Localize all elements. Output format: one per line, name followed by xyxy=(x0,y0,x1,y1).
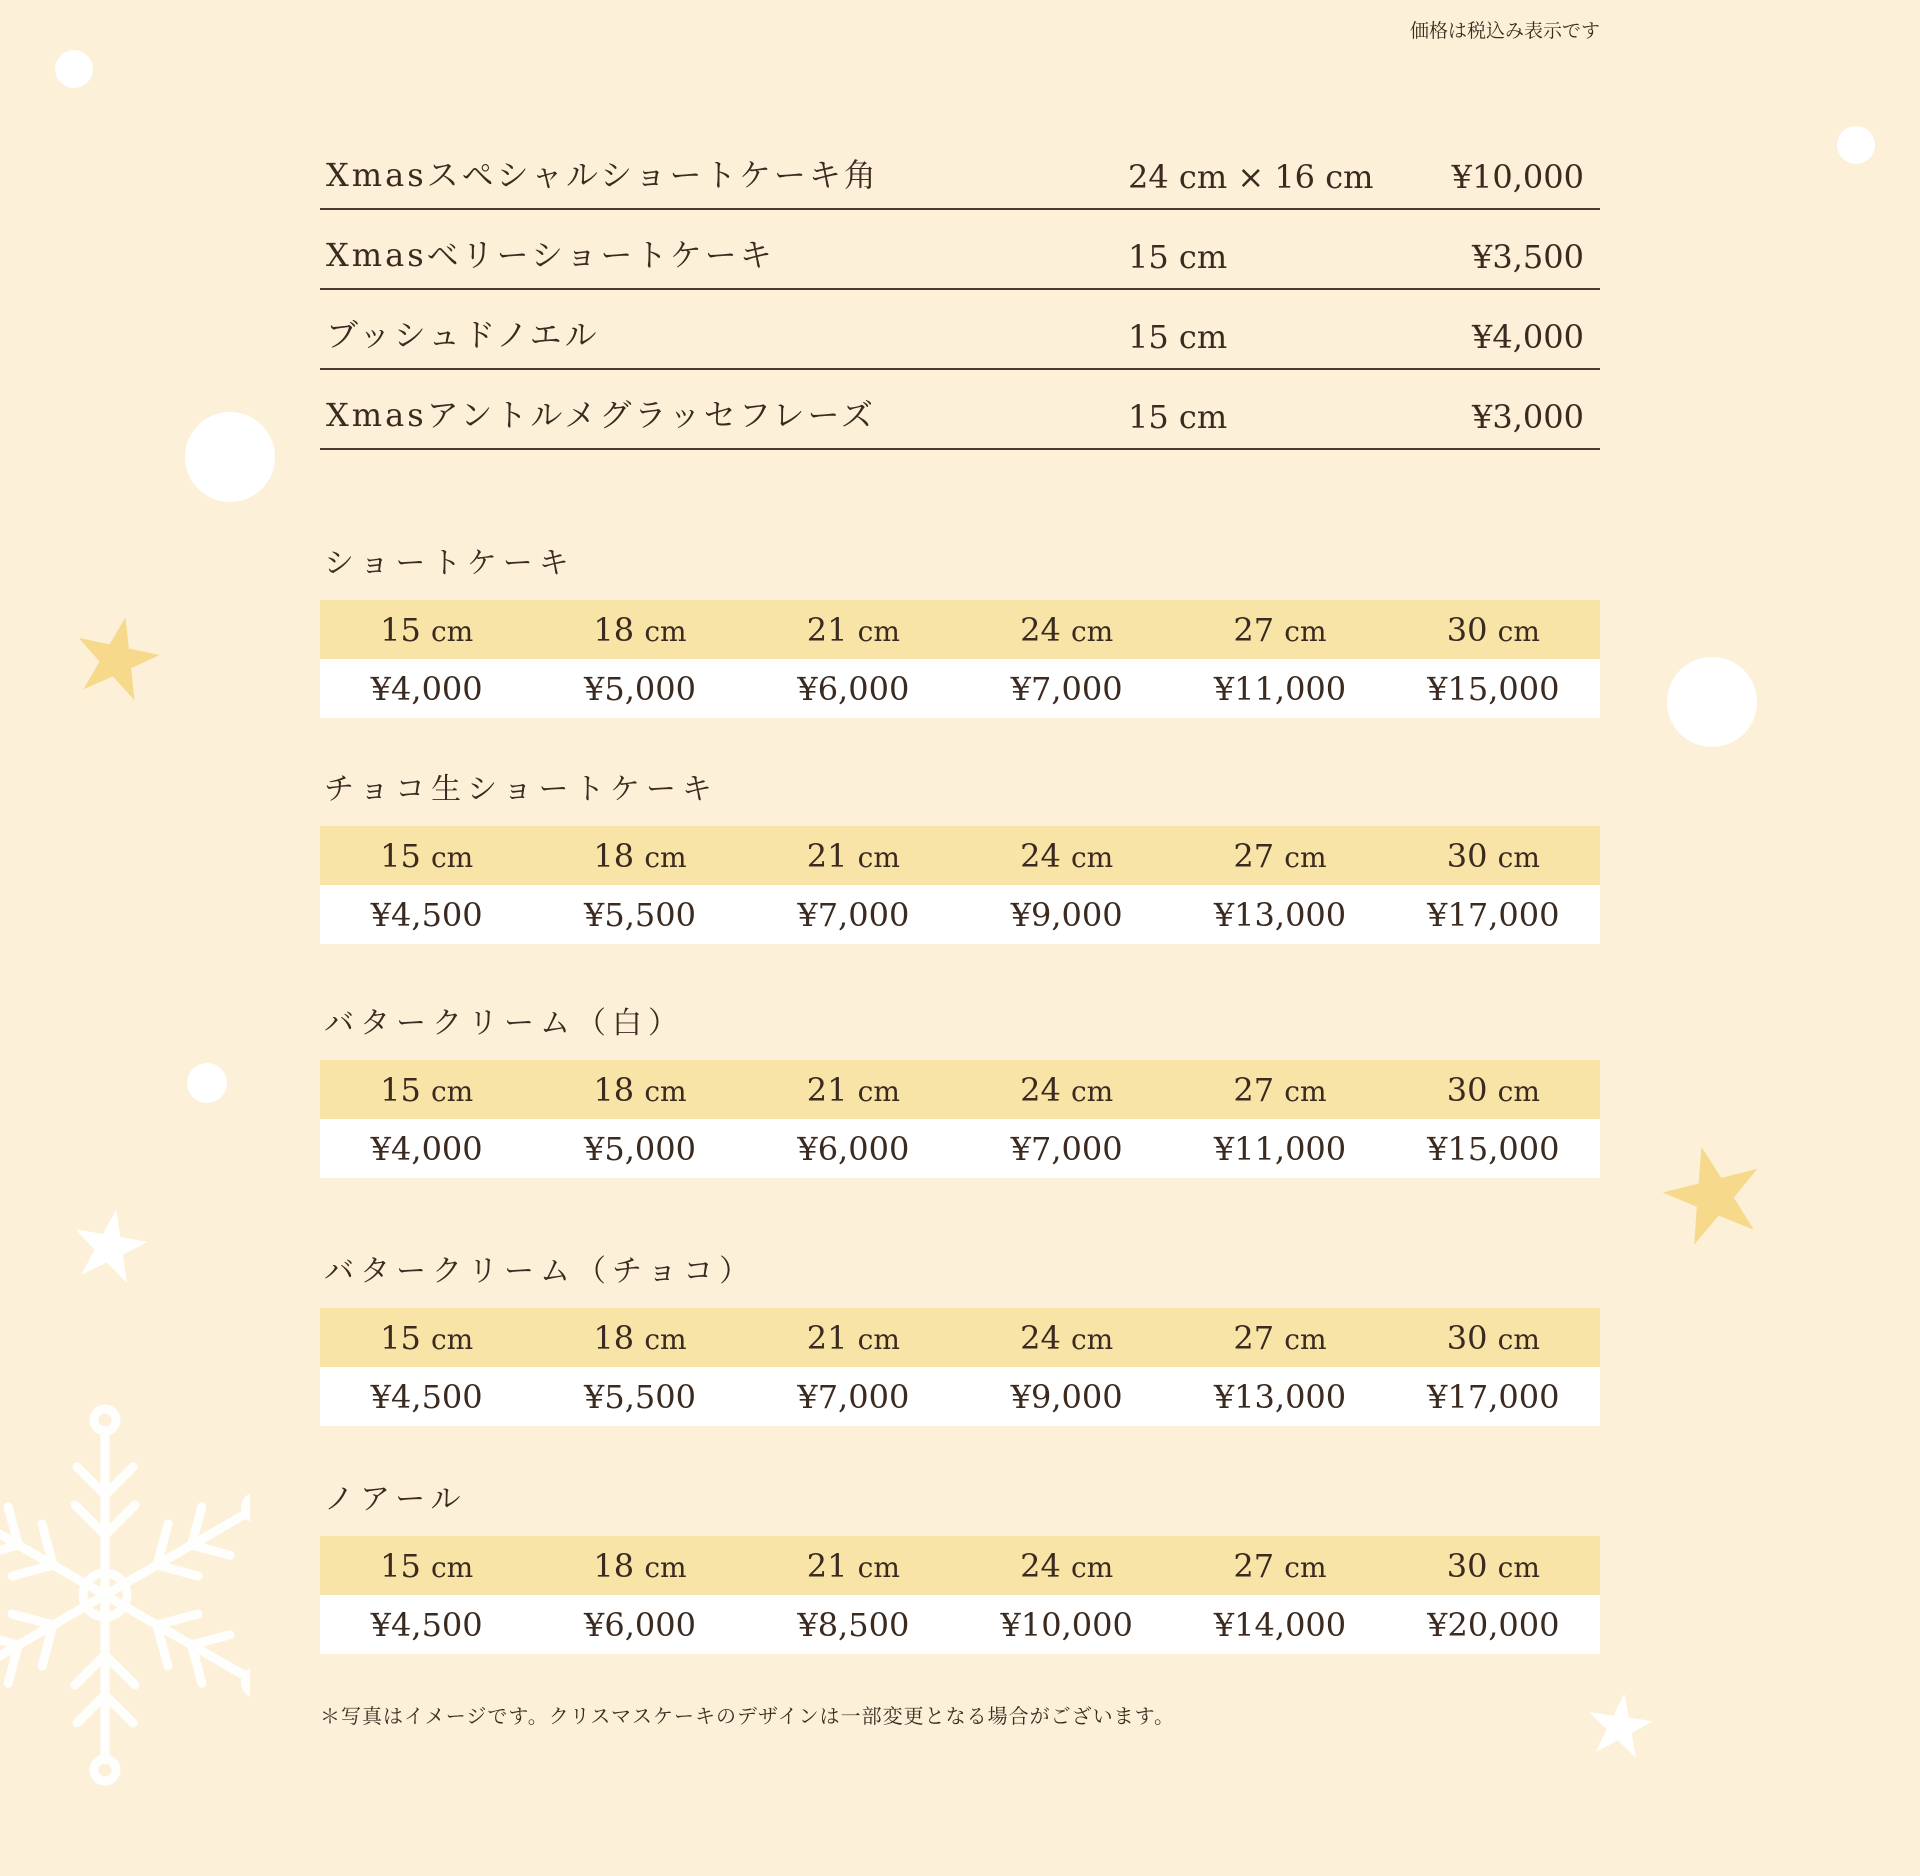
size-cell xyxy=(960,600,1173,659)
size-value: 15 xyxy=(380,836,431,875)
size-value: 15 xyxy=(380,1070,431,1109)
size-value: 18 xyxy=(593,610,645,649)
size-unit: cm xyxy=(430,840,474,874)
item-price: ¥3,500 xyxy=(1472,238,1584,276)
size-value: 24 xyxy=(1020,1318,1071,1357)
item-size: 15 cm xyxy=(1128,318,1228,356)
size-cell xyxy=(960,1536,1173,1595)
price-cell: ¥6,000 xyxy=(747,659,960,718)
size-row xyxy=(320,1308,1600,1367)
size-unit: cm xyxy=(1497,840,1540,874)
price-row xyxy=(320,1119,1600,1178)
cake-title: ショートケーキ xyxy=(324,546,575,581)
item-name: Xmasベリーショートケーキ xyxy=(326,236,775,274)
size-cell xyxy=(320,826,533,885)
size-cell xyxy=(320,1308,533,1367)
size-unit: cm xyxy=(430,1550,474,1584)
price-row xyxy=(320,1595,1600,1654)
size-unit: cm xyxy=(857,614,900,648)
snow-dot-decoration xyxy=(55,50,93,88)
size-value: 24 xyxy=(1020,1546,1071,1585)
size-cell xyxy=(533,600,746,659)
size-unit: cm xyxy=(1284,1550,1327,1584)
price-cell: ¥11,000 xyxy=(1173,1119,1386,1178)
item-size: 15 cm xyxy=(1128,238,1228,276)
cake-section xyxy=(320,1474,1600,1654)
size-value: 27 xyxy=(1233,610,1285,649)
size-unit: cm xyxy=(1284,840,1327,874)
price-cell: ¥17,000 xyxy=(1387,885,1600,944)
size-cell xyxy=(960,826,1173,885)
size-cell xyxy=(1387,1308,1600,1367)
size-cell xyxy=(747,1060,960,1119)
price-row xyxy=(320,659,1600,718)
size-unit: cm xyxy=(644,614,687,648)
size-cell xyxy=(533,1308,746,1367)
gold-star-icon xyxy=(1660,1140,1766,1246)
size-value: 18 xyxy=(593,1070,645,1109)
size-value: 21 xyxy=(806,836,858,875)
snow-dot-decoration xyxy=(1837,126,1875,164)
size-unit: cm xyxy=(1497,1322,1540,1356)
size-cell xyxy=(1387,600,1600,659)
snowflake-icon xyxy=(0,1400,250,1790)
price-cell: ¥4,500 xyxy=(320,1367,533,1426)
price-cell: ¥7,000 xyxy=(960,659,1173,718)
special-item-row xyxy=(320,290,1600,370)
size-cell xyxy=(1173,826,1386,885)
price-cell: ¥8,500 xyxy=(747,1595,960,1654)
price-cell: ¥9,000 xyxy=(960,1367,1173,1426)
price-cell: ¥5,000 xyxy=(533,659,746,718)
size-cell xyxy=(320,600,533,659)
price-cell: ¥13,000 xyxy=(1173,885,1386,944)
size-unit: cm xyxy=(430,1322,474,1356)
size-unit: cm xyxy=(1284,614,1327,648)
price-cell: ¥4,000 xyxy=(320,659,533,718)
cake-section xyxy=(320,764,1600,944)
size-cell xyxy=(533,1536,746,1595)
size-value: 15 xyxy=(380,610,431,649)
special-item-row xyxy=(320,210,1600,290)
item-name: ブッシュドノエル xyxy=(326,316,600,354)
size-unit: cm xyxy=(1070,1322,1114,1356)
cake-section xyxy=(320,998,1600,1178)
price-cell: ¥11,000 xyxy=(1173,659,1386,718)
size-unit: cm xyxy=(857,1074,900,1108)
size-unit: cm xyxy=(857,1550,900,1584)
size-cell xyxy=(747,826,960,885)
snow-dot-decoration xyxy=(1667,657,1757,747)
price-cell: ¥20,000 xyxy=(1387,1595,1600,1654)
size-unit: cm xyxy=(1497,1074,1540,1108)
price-cell: ¥4,000 xyxy=(320,1119,533,1178)
size-unit: cm xyxy=(1070,614,1114,648)
item-price: ¥3,000 xyxy=(1472,398,1584,436)
price-cell: ¥7,000 xyxy=(747,1367,960,1426)
size-cell xyxy=(747,1536,960,1595)
size-value: 24 xyxy=(1020,836,1071,875)
price-table xyxy=(320,1536,1600,1654)
size-unit: cm xyxy=(857,1322,900,1356)
price-row xyxy=(320,885,1600,944)
size-value: 21 xyxy=(806,1318,858,1357)
size-cell xyxy=(533,826,746,885)
snow-dot-decoration xyxy=(187,1063,227,1103)
size-value: 15 xyxy=(380,1318,431,1357)
size-cell xyxy=(1387,1536,1600,1595)
size-value: 27 xyxy=(1233,1070,1285,1109)
white-star-icon xyxy=(70,1205,150,1285)
price-table xyxy=(320,826,1600,944)
size-value: 30 xyxy=(1446,836,1498,875)
size-unit: cm xyxy=(1497,614,1540,648)
size-cell xyxy=(960,1060,1173,1119)
size-value: 21 xyxy=(806,610,858,649)
item-price: ¥4,000 xyxy=(1472,318,1584,356)
white-star-icon xyxy=(1585,1690,1655,1760)
size-unit: cm xyxy=(857,840,900,874)
item-size: 15 cm xyxy=(1128,398,1228,436)
size-cell xyxy=(1387,1060,1600,1119)
size-cell xyxy=(1387,826,1600,885)
price-cell: ¥4,500 xyxy=(320,885,533,944)
size-unit: cm xyxy=(1070,1074,1114,1108)
price-table xyxy=(320,1308,1600,1426)
size-value: 18 xyxy=(593,1318,645,1357)
cake-title: ノアール xyxy=(324,1482,467,1517)
size-row xyxy=(320,1060,1600,1119)
size-row xyxy=(320,1536,1600,1595)
size-cell xyxy=(1173,600,1386,659)
size-unit: cm xyxy=(1284,1074,1327,1108)
item-price: ¥10,000 xyxy=(1451,158,1584,196)
size-cell xyxy=(1173,1060,1386,1119)
size-unit: cm xyxy=(1497,1550,1540,1584)
size-value: 18 xyxy=(593,1546,645,1585)
price-row xyxy=(320,1367,1600,1426)
size-row xyxy=(320,600,1600,659)
price-cell: ¥10,000 xyxy=(960,1595,1173,1654)
size-value: 30 xyxy=(1446,1546,1498,1585)
size-unit: cm xyxy=(1070,1550,1114,1584)
size-value: 30 xyxy=(1446,1318,1498,1357)
size-unit: cm xyxy=(644,1322,687,1356)
price-table xyxy=(320,600,1600,718)
size-cell xyxy=(320,1060,533,1119)
price-cell: ¥7,000 xyxy=(960,1119,1173,1178)
size-cell xyxy=(960,1308,1173,1367)
size-unit: cm xyxy=(644,840,687,874)
size-unit: cm xyxy=(1284,1322,1327,1356)
price-table xyxy=(320,1060,1600,1178)
size-cell xyxy=(533,1060,746,1119)
size-cell xyxy=(320,1536,533,1595)
special-item-row xyxy=(320,130,1600,210)
size-cell xyxy=(1173,1536,1386,1595)
size-value: 27 xyxy=(1233,836,1285,875)
special-item-row xyxy=(320,370,1600,450)
item-name: Xmasアントルメグラッセフレーズ xyxy=(326,396,876,434)
price-cell: ¥15,000 xyxy=(1387,659,1600,718)
size-value: 21 xyxy=(806,1546,858,1585)
size-cell xyxy=(747,1308,960,1367)
size-cell xyxy=(1173,1308,1386,1367)
size-value: 18 xyxy=(593,836,645,875)
footnote: ＊写真はイメージです。クリスマスケーキのデザインは一部変更となる場合がございます。 xyxy=(320,1704,1175,1728)
price-cell: ¥7,000 xyxy=(747,885,960,944)
size-value: 24 xyxy=(1020,610,1071,649)
price-cell: ¥14,000 xyxy=(1173,1595,1386,1654)
cake-section xyxy=(320,1246,1600,1426)
item-size: 24 cm × 16 cm xyxy=(1128,158,1374,196)
size-value: 21 xyxy=(806,1070,858,1109)
price-cell: ¥6,000 xyxy=(533,1595,746,1654)
size-unit: cm xyxy=(644,1074,687,1108)
cake-title: バタークリーム（チョコ） xyxy=(324,1254,756,1289)
size-value: 30 xyxy=(1446,610,1498,649)
item-name: Xmasスペシャルショートケーキ角 xyxy=(326,156,879,194)
price-cell: ¥6,000 xyxy=(747,1119,960,1178)
size-unit: cm xyxy=(430,614,474,648)
gold-star-icon xyxy=(72,612,162,702)
size-row xyxy=(320,826,1600,885)
price-cell: ¥9,000 xyxy=(960,885,1173,944)
size-unit: cm xyxy=(1070,840,1114,874)
size-value: 24 xyxy=(1020,1070,1071,1109)
size-cell xyxy=(747,600,960,659)
size-value: 15 xyxy=(380,1546,431,1585)
price-cell: ¥5,000 xyxy=(533,1119,746,1178)
cake-section xyxy=(320,538,1600,718)
price-cell: ¥5,500 xyxy=(533,1367,746,1426)
price-cell: ¥4,500 xyxy=(320,1595,533,1654)
cake-title: バタークリーム（白） xyxy=(324,1006,684,1041)
tax-note: 価格は税込み表示です xyxy=(1409,20,1600,42)
size-unit: cm xyxy=(430,1074,474,1108)
special-items-list xyxy=(320,130,1600,450)
price-cell: ¥15,000 xyxy=(1387,1119,1600,1178)
cake-title: チョコ生ショートケーキ xyxy=(324,772,718,807)
snow-dot-decoration xyxy=(185,412,275,502)
size-value: 27 xyxy=(1233,1546,1285,1585)
size-value: 27 xyxy=(1233,1318,1285,1357)
price-cell: ¥5,500 xyxy=(533,885,746,944)
price-cell: ¥13,000 xyxy=(1173,1367,1386,1426)
size-unit: cm xyxy=(644,1550,687,1584)
size-value: 30 xyxy=(1446,1070,1498,1109)
price-cell: ¥17,000 xyxy=(1387,1367,1600,1426)
